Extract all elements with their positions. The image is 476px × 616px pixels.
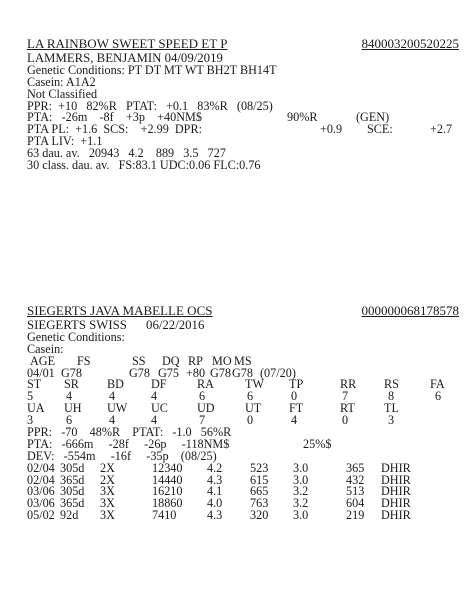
trait-header: RR [340,377,357,392]
daughter-average: 63 dau. av. 20943 4.2 889 3.5 727 [27,146,226,161]
genetic-conditions: Genetic Conditions: [27,329,125,344]
age-header: AGE [30,353,56,368]
trait-header: DF [151,377,167,392]
lact-date: 05/02 [27,508,55,523]
registration-number: 840003200520225 [361,36,459,51]
pta-liv-line: PTA LIV: +1.1 [27,134,103,149]
fs-value: G78 [61,365,82,380]
trait-header: UW [107,401,128,416]
lact-source: DHIR [381,484,411,499]
dev-line: DEV: -554m -16f -35p (08/25) [27,448,217,463]
lact-fat: 763 [250,496,269,511]
pta-values: PTA: -26m -8f +3p +40NM$ [27,110,202,125]
trait-header: TP [289,377,304,392]
lact-source: DHIR [381,496,411,511]
lact-milk: 12340 [152,460,183,475]
trait-value: 6 [435,389,442,404]
lact-fat-pct: 4.0 [207,496,223,511]
trait-header: FA [430,377,445,392]
trait-value: 6 [66,413,73,428]
lact-date: 03/06 [27,496,55,511]
lact-fat: 320 [250,508,269,523]
lact-date: 03/06 [27,484,55,499]
lact-fat-pct: 4.3 [207,472,223,487]
lact-source: DHIR [381,472,411,487]
score-date: (07/20) [260,365,296,380]
trait-value: 0 [247,413,254,428]
lact-protein-pct: 3.2 [293,484,309,499]
trait-value: 7 [199,413,206,428]
lact-milkings: 3X [100,496,115,511]
trait-header: UT [245,401,262,416]
trait-value: 6 [247,389,254,404]
trait-value: 6 [199,389,206,404]
pta-reliability: 25%$ [303,436,332,451]
trait-header: RS [384,377,399,392]
lact-milk: 16210 [152,484,183,499]
linear-traits-header-2 [27,403,459,415]
breeder-line: LAMMERS, BENJAMIN 04/09/2019 [27,51,223,65]
lact-date: 02/04 [27,472,55,487]
dpr-value: +0.9 [320,122,343,137]
lact-source: DHIR [381,460,411,475]
trait-header: UA [27,401,45,416]
animal-name: LA RAINBOW SWEET SPEED ET P [27,36,228,51]
ms-header: MS [234,353,252,368]
dq-header: DQ [162,353,180,368]
trait-value: 5 [27,389,34,404]
trait-value: 4 [109,389,116,404]
trait-value: 4 [66,389,73,404]
mo-value: G78 [210,365,231,380]
sce-value: +2.7 [430,122,453,137]
ss-value: G78 [129,365,150,380]
animal-name: SIEGERTS JAVA MABELLE OCS [27,303,213,318]
trait-value: 3 [388,413,395,428]
classified-daughter-average: 30 class. dau. av. FS:83.1 UDC:0.06 FLC:0.76 [27,158,261,173]
trait-value: 3 [27,413,34,428]
ms-value: G78 [232,365,253,380]
trait-value: 7 [342,389,349,404]
pta-pl-values: PTA PL: +1.6 SCS: +2.99 DPR: [27,122,202,137]
trait-value: 4 [291,413,298,428]
lact-milkings: 2X [100,472,115,487]
registration-number: 000000068178578 [361,303,459,318]
lact-fat-pct: 4.3 [207,508,223,523]
trait-header: TW [245,377,264,392]
trait-value: 0 [342,413,349,428]
lact-milkings: 3X [100,508,115,523]
trait-value: 4 [151,389,158,404]
casein: Casein: A1A2 [27,74,96,89]
lact-fat: 615 [250,472,269,487]
lact-days: 305d [60,484,85,499]
pta-values: PTA: -666m -28f -26p -118NM$ [27,436,230,451]
lact-milk: 14440 [152,472,183,487]
trait-header: UD [197,401,215,416]
lact-protein: 432 [346,472,365,487]
lactation-table [27,460,459,523]
dq-value: G75 [158,365,179,380]
trait-value: 4 [151,413,158,428]
linear-traits-header-1 [27,379,459,391]
trait-header: SR [64,377,79,392]
lact-fat: 523 [250,460,269,475]
trait-header: UC [151,401,168,416]
trait-value: 0 [291,389,298,404]
pedigree-record-2 [27,305,459,522]
trait-header: UH [64,401,82,416]
ppr-line: PPR: +10 82%R PTAT: +0.1 83%R (08/25) [27,98,273,113]
lact-fat-pct: 4.1 [207,484,223,499]
lact-days: 305d [60,460,85,475]
pta-reliability: 90%R [287,110,318,125]
lact-protein-pct: 3.0 [293,508,309,523]
rp-header: RP [188,353,203,368]
lact-days: 365d [60,472,85,487]
ss-header: SS [132,353,146,368]
ppr-line: PPR: -70 48%R PTAT: -1.0 56%R [27,425,232,440]
lact-fat: 665 [250,484,269,499]
trait-header: RA [197,377,214,392]
rp-value: +80 [186,365,206,380]
lact-protein-pct: 3.0 [293,460,309,475]
lact-days: 92d [60,508,79,523]
lact-protein-pct: 3.0 [293,472,309,487]
trait-header: FT [289,401,304,416]
mo-header: MO [212,353,232,368]
owner-line: SIEGERTS SWISS 06/22/2016 [27,318,205,332]
trait-header: BD [107,377,124,392]
lact-milk: 18860 [152,496,183,511]
lact-protein-pct: 3.2 [293,496,309,511]
lact-milkings: 3X [100,484,115,499]
lact-protein: 219 [346,508,365,523]
classification-status: Not Classified [27,86,98,101]
lact-protein: 513 [346,484,365,499]
lact-milk: 7410 [152,508,177,523]
pedigree-record-1 [27,38,459,172]
pta-source: (GEN) [356,110,390,125]
lact-milkings: 2X [100,460,115,475]
trait-value: 4 [109,413,116,428]
genetic-conditions: Genetic Conditions: PT DT MT WT BH2T BH14T [27,62,277,77]
lact-source: DHIR [381,508,411,523]
lact-date: 02/04 [27,460,55,475]
trait-value: 8 [388,389,395,404]
sce-label: SCE: [367,122,393,137]
lact-days: 365d [60,496,85,511]
trait-header: TL [384,401,399,416]
lact-fat-pct: 4.2 [207,460,223,475]
trait-header: RT [340,401,355,416]
lactation-row [27,510,459,522]
trait-header: ST [27,377,42,392]
lact-protein: 604 [346,496,365,511]
fs-header: FS [77,353,91,368]
lact-protein: 365 [346,460,365,475]
age-value: 04/01 [27,365,55,380]
casein: Casein: [27,341,64,356]
